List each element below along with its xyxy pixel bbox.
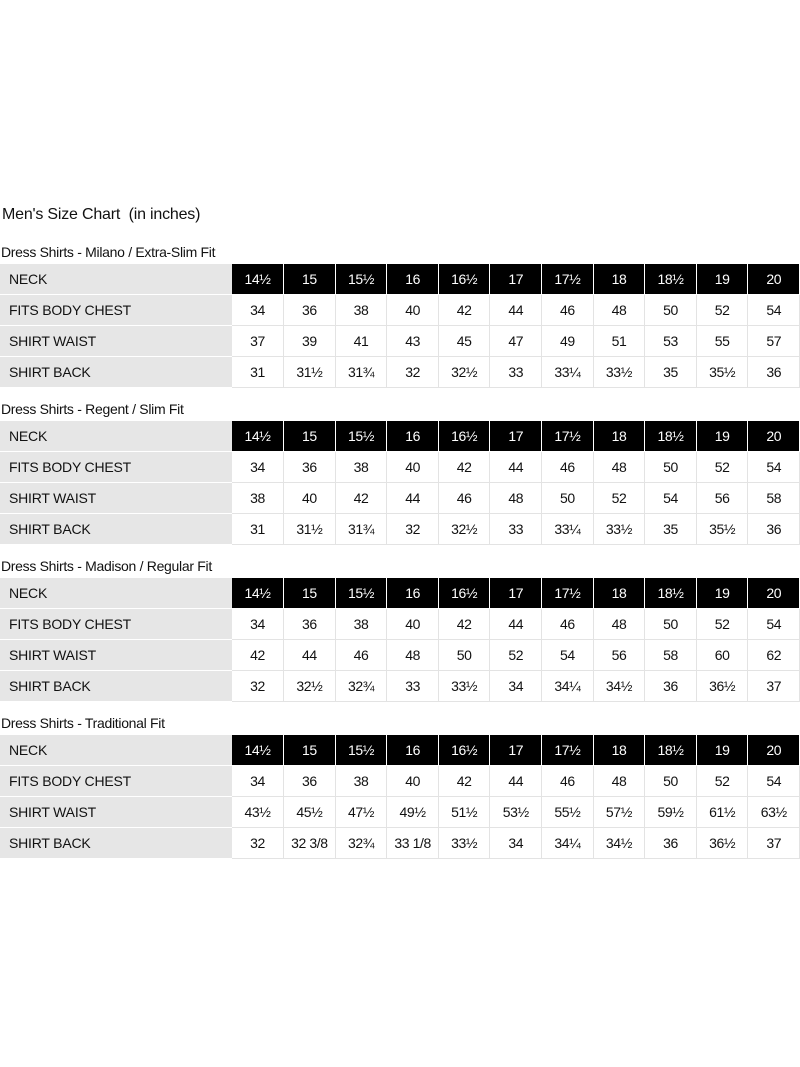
table-cell: 15 <box>284 735 336 766</box>
section-title: Dress Shirts - Regent / Slim Fit <box>1 401 184 417</box>
table-cell: 56 <box>593 640 645 671</box>
table-cell: 44 <box>490 609 542 640</box>
table-cell: 35 <box>645 514 697 545</box>
table-cell: 32½ <box>438 357 490 388</box>
row-label: SHIRT BACK <box>0 828 232 859</box>
table-cell: 48 <box>593 452 645 483</box>
table-row-waist <box>0 797 800 828</box>
table-cell: 50 <box>645 295 697 326</box>
table-cell: 48 <box>593 295 645 326</box>
table-cell: 16 <box>387 735 439 766</box>
table-cell: 52 <box>696 452 748 483</box>
row-label: NECK <box>0 735 232 766</box>
table-cell: 15½ <box>335 421 387 452</box>
table-cell: 52 <box>593 483 645 514</box>
table-cell: 52 <box>696 766 748 797</box>
table-cell: 36 <box>284 766 336 797</box>
table-cell: 17 <box>490 578 542 609</box>
table-cell: 19 <box>696 264 748 295</box>
table-cell: 20 <box>748 735 800 766</box>
table-cell: 60 <box>696 640 748 671</box>
table-cell: 17 <box>490 735 542 766</box>
table-cell: 15 <box>284 421 336 452</box>
table-cell: 18½ <box>645 735 697 766</box>
table-cell: 32¾ <box>335 828 387 859</box>
table-cell: 62 <box>748 640 800 671</box>
table-cell: 40 <box>387 766 439 797</box>
table-cell: 14½ <box>232 735 284 766</box>
table-cell: 46 <box>542 452 594 483</box>
section-title: Dress Shirts - Madison / Regular Fit <box>1 558 212 574</box>
table-cell: 33½ <box>438 671 490 702</box>
table-cell: 36 <box>284 452 336 483</box>
table-cell: 33 <box>490 514 542 545</box>
table-cell: 42 <box>438 766 490 797</box>
table-cell: 59½ <box>645 797 697 828</box>
table-cell: 37 <box>232 326 284 357</box>
table-cell: 42 <box>232 640 284 671</box>
table-cell: 33 <box>490 357 542 388</box>
row-label: SHIRT BACK <box>0 671 232 702</box>
table-cell: 53 <box>645 326 697 357</box>
table-cell: 33¼ <box>542 514 594 545</box>
row-label: NECK <box>0 578 232 609</box>
table-cell: 16 <box>387 264 439 295</box>
table-cell: 38 <box>335 766 387 797</box>
table-cell: 18½ <box>645 421 697 452</box>
table-cell: 40 <box>387 452 439 483</box>
table-cell: 42 <box>438 452 490 483</box>
table-cell: 47½ <box>335 797 387 828</box>
table-cell: 54 <box>542 640 594 671</box>
table-cell: 35½ <box>696 514 748 545</box>
table-cell: 36 <box>748 357 800 388</box>
row-label: SHIRT BACK <box>0 514 232 545</box>
table-cell: 44 <box>490 452 542 483</box>
table-cell: 40 <box>284 483 336 514</box>
section-madison <box>0 556 800 702</box>
table-cell: 34¼ <box>542 671 594 702</box>
table-cell: 42 <box>335 483 387 514</box>
table-cell: 53½ <box>490 797 542 828</box>
table-cell: 36 <box>748 514 800 545</box>
table-cell: 20 <box>748 264 800 295</box>
table-cell: 38 <box>335 452 387 483</box>
table-cell: 58 <box>645 640 697 671</box>
table-cell: 51 <box>593 326 645 357</box>
table-cell: 32 <box>232 671 284 702</box>
table-cell: 41 <box>335 326 387 357</box>
table-cell: 34½ <box>593 828 645 859</box>
table-cell: 34½ <box>593 671 645 702</box>
table-cell: 48 <box>387 640 439 671</box>
table-cell: 32½ <box>284 671 336 702</box>
table-cell: 61½ <box>696 797 748 828</box>
table-cell: 17½ <box>542 421 594 452</box>
table-cell: 55 <box>696 326 748 357</box>
table-cell: 56 <box>696 483 748 514</box>
table-cell: 54 <box>748 452 800 483</box>
table-cell: 57 <box>748 326 800 357</box>
table-cell: 31½ <box>284 514 336 545</box>
table-cell: 63½ <box>748 797 800 828</box>
table-cell: 34 <box>490 671 542 702</box>
table-row-back <box>0 357 800 388</box>
table-cell: 38 <box>232 483 284 514</box>
table-cell: 50 <box>645 609 697 640</box>
table-cell: 46 <box>438 483 490 514</box>
table-row-back <box>0 514 800 545</box>
table-cell: 46 <box>542 609 594 640</box>
table-cell: 42 <box>438 295 490 326</box>
size-table <box>0 264 800 388</box>
table-cell: 38 <box>335 609 387 640</box>
table-cell: 15½ <box>335 578 387 609</box>
table-cell: 54 <box>645 483 697 514</box>
table-cell: 18 <box>593 735 645 766</box>
table-cell: 44 <box>490 295 542 326</box>
size-table <box>0 578 800 702</box>
table-cell: 31 <box>232 514 284 545</box>
table-cell: 16½ <box>438 735 490 766</box>
page-title: Men's Size Chart (in inches) <box>2 206 201 223</box>
table-row-neck <box>0 735 800 766</box>
table-cell: 32 <box>387 514 439 545</box>
table-cell: 46 <box>542 295 594 326</box>
table-row-neck <box>0 264 800 295</box>
table-cell: 32¾ <box>335 671 387 702</box>
table-cell: 52 <box>696 609 748 640</box>
row-label: NECK <box>0 264 232 295</box>
table-cell: 34 <box>232 766 284 797</box>
table-cell: 31 <box>232 357 284 388</box>
table-row-neck <box>0 421 800 452</box>
table-cell: 20 <box>748 578 800 609</box>
table-cell: 45 <box>438 326 490 357</box>
table-cell: 31½ <box>284 357 336 388</box>
table-cell: 16½ <box>438 578 490 609</box>
table-cell: 16 <box>387 421 439 452</box>
table-cell: 17 <box>490 421 542 452</box>
table-cell: 50 <box>542 483 594 514</box>
table-cell: 17½ <box>542 735 594 766</box>
table-cell: 33¼ <box>542 357 594 388</box>
table-cell: 31¾ <box>335 357 387 388</box>
table-row-waist <box>0 483 800 514</box>
table-cell: 16½ <box>438 421 490 452</box>
row-label: SHIRT BACK <box>0 357 232 388</box>
row-label: FITS BODY CHEST <box>0 766 232 797</box>
row-label: SHIRT WAIST <box>0 797 232 828</box>
table-cell: 54 <box>748 295 800 326</box>
table-cell: 16 <box>387 578 439 609</box>
table-cell: 35½ <box>696 357 748 388</box>
table-cell: 31¾ <box>335 514 387 545</box>
table-cell: 40 <box>387 609 439 640</box>
table-cell: 36 <box>645 671 697 702</box>
table-cell: 40 <box>387 295 439 326</box>
table-row-chest <box>0 452 800 483</box>
table-cell: 44 <box>490 766 542 797</box>
table-cell: 37 <box>748 828 800 859</box>
table-cell: 32 <box>232 828 284 859</box>
table-row-waist <box>0 640 800 671</box>
table-row-back <box>0 828 800 859</box>
table-cell: 14½ <box>232 264 284 295</box>
table-cell: 15½ <box>335 264 387 295</box>
table-row-waist <box>0 326 800 357</box>
table-cell: 48 <box>593 609 645 640</box>
table-cell: 37 <box>748 671 800 702</box>
table-cell: 17½ <box>542 264 594 295</box>
table-cell: 49½ <box>387 797 439 828</box>
table-cell: 32 <box>387 357 439 388</box>
table-cell: 50 <box>645 766 697 797</box>
table-cell: 33 <box>387 671 439 702</box>
row-label: SHIRT WAIST <box>0 640 232 671</box>
table-cell: 36 <box>645 828 697 859</box>
table-cell: 44 <box>284 640 336 671</box>
table-cell: 15 <box>284 264 336 295</box>
table-cell: 39 <box>284 326 336 357</box>
table-cell: 49 <box>542 326 594 357</box>
table-cell: 34 <box>232 452 284 483</box>
section-milano <box>0 242 800 388</box>
table-cell: 54 <box>748 609 800 640</box>
size-table <box>0 421 800 545</box>
table-cell: 34 <box>232 295 284 326</box>
section-title: Dress Shirts - Milano / Extra-Slim Fit <box>1 244 216 260</box>
table-cell: 34 <box>490 828 542 859</box>
table-cell: 34 <box>232 609 284 640</box>
table-cell: 18 <box>593 264 645 295</box>
table-cell: 18½ <box>645 578 697 609</box>
section-title: Dress Shirts - Traditional Fit <box>1 715 165 731</box>
table-cell: 17 <box>490 264 542 295</box>
table-cell: 51½ <box>438 797 490 828</box>
table-cell: 58 <box>748 483 800 514</box>
table-cell: 34¼ <box>542 828 594 859</box>
table-row-back <box>0 671 800 702</box>
table-row-neck <box>0 578 800 609</box>
row-label: SHIRT WAIST <box>0 483 232 514</box>
table-cell: 45½ <box>284 797 336 828</box>
section-traditional <box>0 713 800 859</box>
table-cell: 33 1/8 <box>387 828 439 859</box>
table-cell: 18½ <box>645 264 697 295</box>
table-cell: 18 <box>593 578 645 609</box>
table-cell: 16½ <box>438 264 490 295</box>
table-cell: 32 3/8 <box>284 828 336 859</box>
table-cell: 48 <box>593 766 645 797</box>
table-cell: 14½ <box>232 421 284 452</box>
table-cell: 36½ <box>696 828 748 859</box>
table-cell: 19 <box>696 735 748 766</box>
row-label: NECK <box>0 421 232 452</box>
table-row-chest <box>0 295 800 326</box>
table-cell: 54 <box>748 766 800 797</box>
table-cell: 57½ <box>593 797 645 828</box>
row-label: FITS BODY CHEST <box>0 609 232 640</box>
row-label: FITS BODY CHEST <box>0 452 232 483</box>
table-cell: 42 <box>438 609 490 640</box>
table-cell: 52 <box>696 295 748 326</box>
table-cell: 35 <box>645 357 697 388</box>
table-row-chest <box>0 766 800 797</box>
table-cell: 46 <box>335 640 387 671</box>
row-label: SHIRT WAIST <box>0 326 232 357</box>
table-cell: 43 <box>387 326 439 357</box>
table-cell: 52 <box>490 640 542 671</box>
table-cell: 17½ <box>542 578 594 609</box>
table-cell: 36 <box>284 295 336 326</box>
table-cell: 44 <box>387 483 439 514</box>
row-label: FITS BODY CHEST <box>0 295 232 326</box>
section-regent <box>0 399 800 545</box>
table-cell: 36 <box>284 609 336 640</box>
table-cell: 50 <box>438 640 490 671</box>
table-cell: 33½ <box>438 828 490 859</box>
table-cell: 46 <box>542 766 594 797</box>
table-cell: 43½ <box>232 797 284 828</box>
table-cell: 55½ <box>542 797 594 828</box>
table-cell: 18 <box>593 421 645 452</box>
table-cell: 33½ <box>593 514 645 545</box>
table-cell: 50 <box>645 452 697 483</box>
table-row-chest <box>0 609 800 640</box>
table-cell: 19 <box>696 421 748 452</box>
table-cell: 32½ <box>438 514 490 545</box>
table-cell: 15½ <box>335 735 387 766</box>
table-cell: 48 <box>490 483 542 514</box>
size-table <box>0 735 800 859</box>
table-cell: 15 <box>284 578 336 609</box>
table-cell: 20 <box>748 421 800 452</box>
table-cell: 36½ <box>696 671 748 702</box>
table-cell: 33½ <box>593 357 645 388</box>
table-cell: 47 <box>490 326 542 357</box>
table-cell: 38 <box>335 295 387 326</box>
table-cell: 14½ <box>232 578 284 609</box>
table-cell: 19 <box>696 578 748 609</box>
